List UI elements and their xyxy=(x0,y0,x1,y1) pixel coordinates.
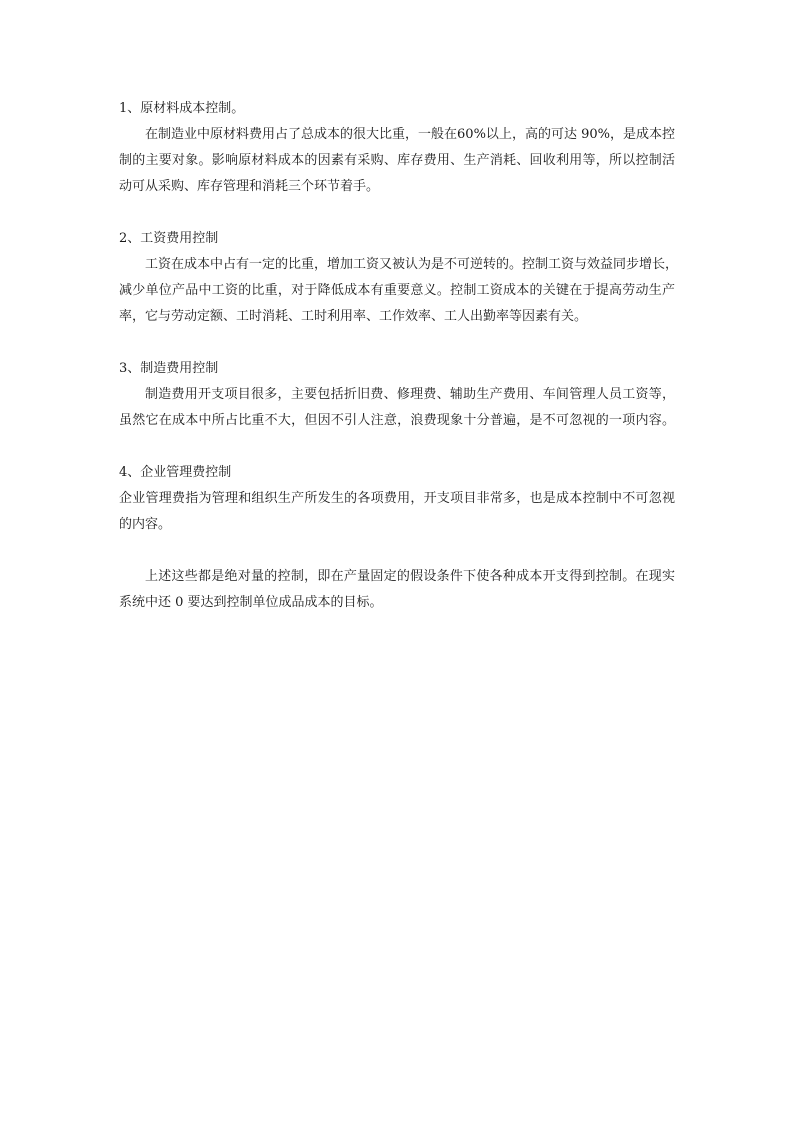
section-heading: 3、制造费用控制 xyxy=(119,361,219,376)
paragraph-line: 制造费用开支项目很多，主要包括折旧费、修理费、辅助生产费用、车间管理人员工资等， xyxy=(145,387,675,402)
paragraph-line: 虽然它在成本中所占比重不大，但因不引人注意，浪费现象十分普遍，是不可忽视的一项内容。 xyxy=(119,413,675,428)
paragraph-gap xyxy=(119,200,675,226)
paragraph-gap xyxy=(119,330,675,356)
paragraph-line: 的内容。 xyxy=(119,517,172,532)
paragraph-gap xyxy=(119,434,675,460)
paragraph-line: 在制造业中原材料费用占了总成本的很大比重，一般在60%以上，高的可达 90%，是成本控 xyxy=(145,127,675,142)
paragraph-line: 系统中还 0 要达到控制单位成品成本的目标。 xyxy=(119,595,383,610)
section-heading: 2、工资费用控制 xyxy=(119,231,219,246)
section-manufacturing-overhead xyxy=(119,356,675,434)
paragraph-line: 工资在成本中占有一定的比重，增加工资又被认为是不可逆转的。控制工资与效益同步增长， xyxy=(145,257,679,272)
paragraph-line: 率，它与劳动定额、工时消耗、工时利用率、工作效率、工人出勤率等因素有关。 xyxy=(119,309,588,324)
paragraph-line: 企业管理费指为管理和组织生产所发生的各项费用，开支项目非常多，也是成本控制中不可忽视 xyxy=(119,491,675,506)
section-wages xyxy=(119,226,679,330)
section-heading: 4、企业管理费控制 xyxy=(119,465,232,480)
paragraph-gap xyxy=(119,538,675,564)
section-raw-materials xyxy=(119,96,675,200)
section-admin-expenses xyxy=(119,460,675,538)
paragraph-line: 上述这些都是绝对量的控制，即在产量固定的假设条件下使各种成本开支得到控制。在现实 xyxy=(145,569,675,584)
conclusion-paragraph xyxy=(119,564,675,616)
paragraph-line: 减少单位产品中工资的比重，对于降低成本有重要意义。控制工资成本的关键在于提高劳动生产 xyxy=(119,283,675,298)
paragraph-line: 动可从采购、库存管理和消耗三个环节着手。 xyxy=(119,179,380,194)
paragraph-line: 制的主要对象。影响原材料成本的因素有采购、库存费用、生产消耗、回收利用等，所以控制活 xyxy=(119,153,675,168)
document-body xyxy=(119,96,679,616)
section-heading: 1、原材料成本控制。 xyxy=(119,101,245,116)
